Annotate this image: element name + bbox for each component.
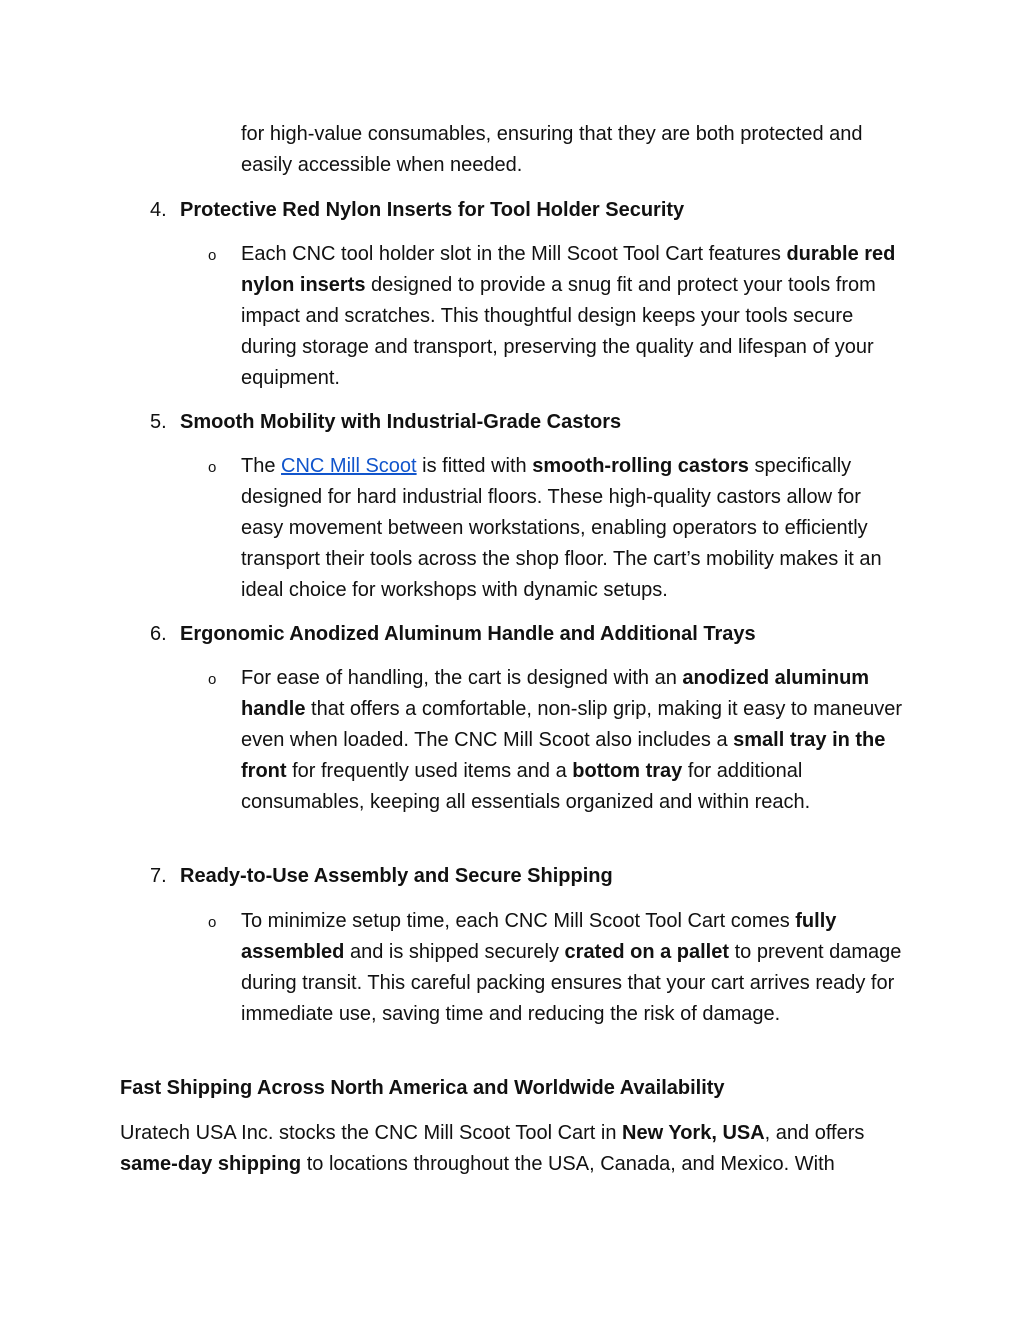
- section-heading: Fast Shipping Across North America and Worldwide Availability: [120, 1077, 725, 1099]
- list-number: 7.: [150, 865, 167, 887]
- text-run: To minimize setup time, each CNC Mill Scoot Tool Cart comes: [241, 910, 796, 932]
- bullet-paragraph-5: [241, 451, 906, 606]
- bold-run: New York, USA: [622, 1122, 765, 1144]
- bold-run: durable red nylon inserts: [241, 243, 896, 296]
- list-number: 5.: [150, 411, 167, 433]
- list-number: 6.: [150, 623, 167, 645]
- list-number: 4.: [150, 199, 167, 221]
- bullet-circle-icon: o: [208, 914, 217, 931]
- text-run: The: [241, 455, 282, 477]
- continued-paragraph: for high-value consumables, ensuring that they are both protected and easily accessible when needed.: [241, 123, 863, 176]
- bullet-circle-icon: o: [208, 247, 217, 264]
- list-item-heading-7: [150, 861, 910, 892]
- text-run: designed to provide a snug fit and protect your tools from impact and scratches. This thoughtful design keeps your tools secure during storage and transport, preserving the quality and lifespan of your equipment.: [241, 274, 876, 389]
- text-run: and is shipped securely: [344, 941, 565, 963]
- text-run: Uratech USA Inc. stocks the CNC Mill Scoot Tool Cart in: [120, 1122, 623, 1144]
- list-item-title: Ergonomic Anodized Aluminum Handle and Additional Trays: [180, 623, 756, 645]
- bold-run: crated on a pallet: [564, 941, 730, 963]
- text-run: For ease of handling, the cart is designed with an: [241, 667, 683, 689]
- bold-run: bottom tray: [572, 760, 683, 782]
- bold-run: fully assembled: [241, 910, 837, 963]
- text-run: is fitted with: [416, 455, 533, 477]
- text-run: for frequently used items and a: [286, 760, 573, 782]
- cnc-mill-scoot-link[interactable]: CNC Mill Scoot: [281, 455, 417, 477]
- text-run: Each CNC tool holder slot in the Mill Scoot Tool Cart features: [241, 243, 787, 265]
- list-item-title: Smooth Mobility with Industrial-Grade Castors: [180, 411, 622, 433]
- list-item-heading-5: [150, 407, 910, 438]
- bullet-paragraph-7: [241, 906, 906, 1030]
- bullet-circle-icon: o: [208, 459, 217, 476]
- text-run: to prevent damage during transit. This careful packing ensures that your cart arrives ready for immediate use, saving time and reducing the risk of damage.: [241, 941, 902, 1025]
- list-item-title: Protective Red Nylon Inserts for Tool Holder Security: [180, 199, 685, 221]
- text-run: specifically designed for hard industrial floors. These high-quality castors allow for easy movement between workstations, enabling operators to efficiently transport their tools across the shop floor. The cart’s mobility makes it an ideal choice for workshops with dynamic setups.: [241, 455, 882, 601]
- list-item-title: Ready-to-Use Assembly and Secure Shipping: [180, 865, 613, 887]
- bold-run: anodized aluminum handle: [241, 667, 870, 720]
- bold-run: smooth-rolling castors: [532, 455, 749, 477]
- bold-run: small tray in the front: [241, 729, 886, 782]
- bullet-paragraph-4: [241, 239, 906, 394]
- text-run: for additional consumables, keeping all essentials organized and within reach.: [241, 760, 811, 813]
- list-item-heading-4: [150, 195, 910, 226]
- bullet-circle-icon: o: [208, 671, 217, 688]
- list-item-heading-6: [150, 619, 910, 650]
- text-run: to locations throughout the USA, Canada, and Mexico. With: [301, 1153, 835, 1175]
- text-run: , and offers: [764, 1122, 865, 1144]
- bold-run: same-day shipping: [120, 1153, 302, 1175]
- text-run: that offers a comfortable, non-slip grip, making it easy to maneuver even when loaded. The CNC Mill Scoot also includes a: [241, 698, 903, 751]
- bullet-paragraph-6: [241, 663, 906, 818]
- section-paragraph: [120, 1118, 910, 1180]
